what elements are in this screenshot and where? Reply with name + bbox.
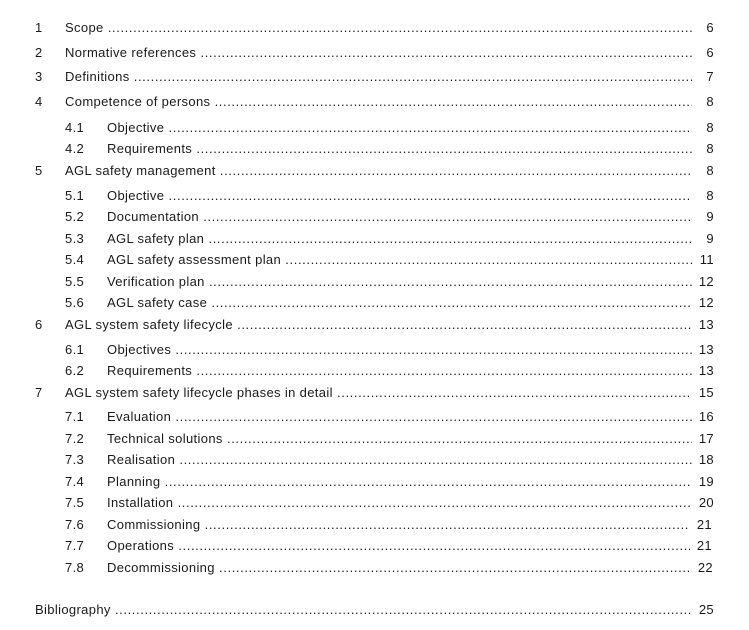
dot-leader	[111, 602, 692, 617]
toc-entry-page: 22	[697, 560, 713, 575]
toc-entry-title: Objective	[107, 120, 165, 135]
toc-entry-title: Normative references	[65, 45, 197, 60]
toc-entry-number: 4	[35, 94, 43, 109]
toc-entry-title: AGL system safety lifecycle	[65, 317, 233, 332]
toc-entry-number: 7.6	[65, 517, 85, 532]
dot-leader	[160, 474, 692, 489]
toc-entry[interactable]	[65, 273, 714, 291]
dot-leader	[216, 163, 692, 178]
dot-leader	[210, 94, 692, 109]
toc-entry[interactable]	[65, 251, 714, 269]
dot-leader	[215, 560, 691, 575]
toc-entry[interactable]	[65, 230, 714, 248]
toc-entry-title: Planning	[107, 474, 161, 489]
toc-entry[interactable]	[65, 408, 714, 426]
toc-entry[interactable]	[65, 208, 714, 226]
toc-entry-title: Operations	[107, 538, 175, 553]
toc-entry-title: Objectives	[107, 342, 172, 357]
toc-entry[interactable]	[65, 451, 714, 469]
toc-entry-number: 7.2	[65, 431, 85, 446]
toc-entry-page: 13	[698, 363, 714, 378]
toc-entry-page: 13	[698, 342, 714, 357]
toc-entry-number: 5.2	[65, 209, 85, 224]
dot-leader	[333, 385, 692, 400]
toc-entry-page: 9	[706, 209, 714, 224]
toc-entry[interactable]	[65, 294, 714, 312]
toc-entry-title: Realisation	[107, 452, 176, 467]
dot-leader	[171, 409, 692, 424]
toc-entry[interactable]	[65, 430, 714, 448]
toc-entry-number: 7.3	[65, 452, 85, 467]
toc-entry[interactable]	[65, 140, 714, 158]
toc-entry-page: 8	[706, 141, 714, 156]
toc-entry-page: 6	[706, 45, 714, 60]
dot-leader	[200, 517, 690, 532]
toc-entry-number: 1	[35, 20, 43, 35]
toc-entry-page: 19	[698, 474, 714, 489]
toc-entry[interactable]	[35, 162, 714, 180]
toc-entry-title: Documentation	[107, 209, 199, 224]
toc-entry-number: 6.1	[65, 342, 85, 357]
toc-entry[interactable]	[65, 537, 712, 555]
toc-entry-page: 17	[698, 431, 714, 446]
toc-entry[interactable]	[35, 19, 714, 37]
toc-entry[interactable]	[65, 559, 713, 577]
toc-entry-page: 8	[706, 163, 714, 178]
toc-entry-title: Technical solutions	[107, 431, 223, 446]
toc-entry[interactable]	[35, 93, 714, 111]
toc-entry-title: Scope	[65, 20, 104, 35]
toc-entry-page: 12	[698, 295, 714, 310]
toc-entry-number: 5	[35, 163, 43, 178]
toc-entry-title: Decommissioning	[107, 560, 215, 575]
toc-entry-title: AGL system safety lifecycle phases in detail	[65, 385, 333, 400]
toc-entry-page: 21	[696, 538, 712, 553]
toc-entry-number: 7.7	[65, 538, 85, 553]
toc-entry-title: Bibliography	[35, 602, 111, 617]
toc-entry[interactable]	[35, 68, 714, 86]
toc-entry[interactable]	[65, 516, 712, 534]
toc-entry-number: 2	[35, 45, 43, 60]
toc-entry-page: 9	[706, 231, 714, 246]
toc-entry-title: AGL safety case	[107, 295, 208, 310]
toc-entry-page: 16	[698, 409, 714, 424]
toc-entry-title: Installation	[107, 495, 174, 510]
toc-entry-title: Definitions	[65, 69, 130, 84]
toc-entry-page: 21	[696, 517, 712, 532]
toc-entry-title: Requirements	[107, 141, 193, 156]
toc-entry-number: 5.4	[65, 252, 85, 267]
dot-leader	[199, 209, 692, 224]
toc-entry[interactable]	[35, 384, 714, 402]
toc-entry-title: Commissioning	[107, 517, 201, 532]
toc-entry-number: 4.1	[65, 120, 85, 135]
toc-entry[interactable]	[65, 119, 714, 137]
toc-entry-page: 12	[698, 274, 714, 289]
toc-entry-number: 4.2	[65, 141, 85, 156]
toc-entry-title: Evaluation	[107, 409, 172, 424]
toc-entry[interactable]	[35, 316, 714, 334]
toc-entry[interactable]	[65, 362, 714, 380]
dot-leader	[175, 452, 692, 467]
toc-entry-bibliography[interactable]	[35, 601, 714, 619]
toc-entry-number: 7	[35, 385, 43, 400]
toc-entry-page: 18	[698, 452, 714, 467]
toc-entry-title: AGL safety assessment plan	[107, 252, 282, 267]
dot-leader	[173, 495, 692, 510]
dot-leader	[104, 20, 692, 35]
toc-entry-title: Verification plan	[107, 274, 205, 289]
dot-leader	[164, 188, 692, 203]
toc-entry-page: 7	[706, 69, 714, 84]
toc-entry[interactable]	[65, 473, 714, 491]
toc-entry[interactable]	[65, 187, 714, 205]
toc-entry-number: 6	[35, 317, 43, 332]
toc-entry-page: 8	[706, 94, 714, 109]
toc-entry[interactable]	[65, 494, 714, 512]
toc-entry[interactable]	[35, 44, 714, 62]
toc-entry-number: 3	[35, 69, 43, 84]
toc-entry-title: AGL safety management	[65, 163, 216, 178]
toc-entry-number: 5.1	[65, 188, 85, 203]
toc-entry-number: 5.3	[65, 231, 85, 246]
dot-leader	[171, 342, 692, 357]
toc-entry-number: 7.1	[65, 409, 85, 424]
toc-entry-number: 7.8	[65, 560, 85, 575]
dot-leader	[233, 317, 692, 332]
toc-entry-page: 11	[699, 252, 714, 267]
toc-entry-page: 13	[698, 317, 714, 332]
toc-entry-number: 5.6	[65, 295, 85, 310]
toc-entry-page: 6	[706, 20, 714, 35]
toc-entry[interactable]	[65, 341, 714, 359]
toc-entry-page: 8	[706, 188, 714, 203]
dot-leader	[174, 538, 690, 553]
dot-leader	[204, 231, 692, 246]
dot-leader	[130, 69, 692, 84]
toc-entry-title: Competence of persons	[65, 94, 211, 109]
toc-entry-number: 5.5	[65, 274, 85, 289]
toc-entry-number: 7.4	[65, 474, 85, 489]
dot-leader	[164, 120, 692, 135]
toc-entry-page: 25	[698, 602, 714, 617]
dot-leader	[196, 45, 692, 60]
toc-entry-page: 15	[698, 385, 714, 400]
toc-entry-title: Objective	[107, 188, 165, 203]
toc-entry-title: Requirements	[107, 363, 193, 378]
dot-leader	[281, 252, 692, 267]
dot-leader	[192, 363, 692, 378]
dot-leader	[223, 431, 692, 446]
dot-leader	[205, 274, 692, 289]
toc-entry-page: 20	[698, 495, 714, 510]
toc-entry-number: 7.5	[65, 495, 85, 510]
toc-entry-page: 8	[706, 120, 714, 135]
toc-entry-number: 6.2	[65, 363, 85, 378]
dot-leader	[207, 295, 692, 310]
dot-leader	[192, 141, 692, 156]
toc-entry-title: AGL safety plan	[107, 231, 205, 246]
